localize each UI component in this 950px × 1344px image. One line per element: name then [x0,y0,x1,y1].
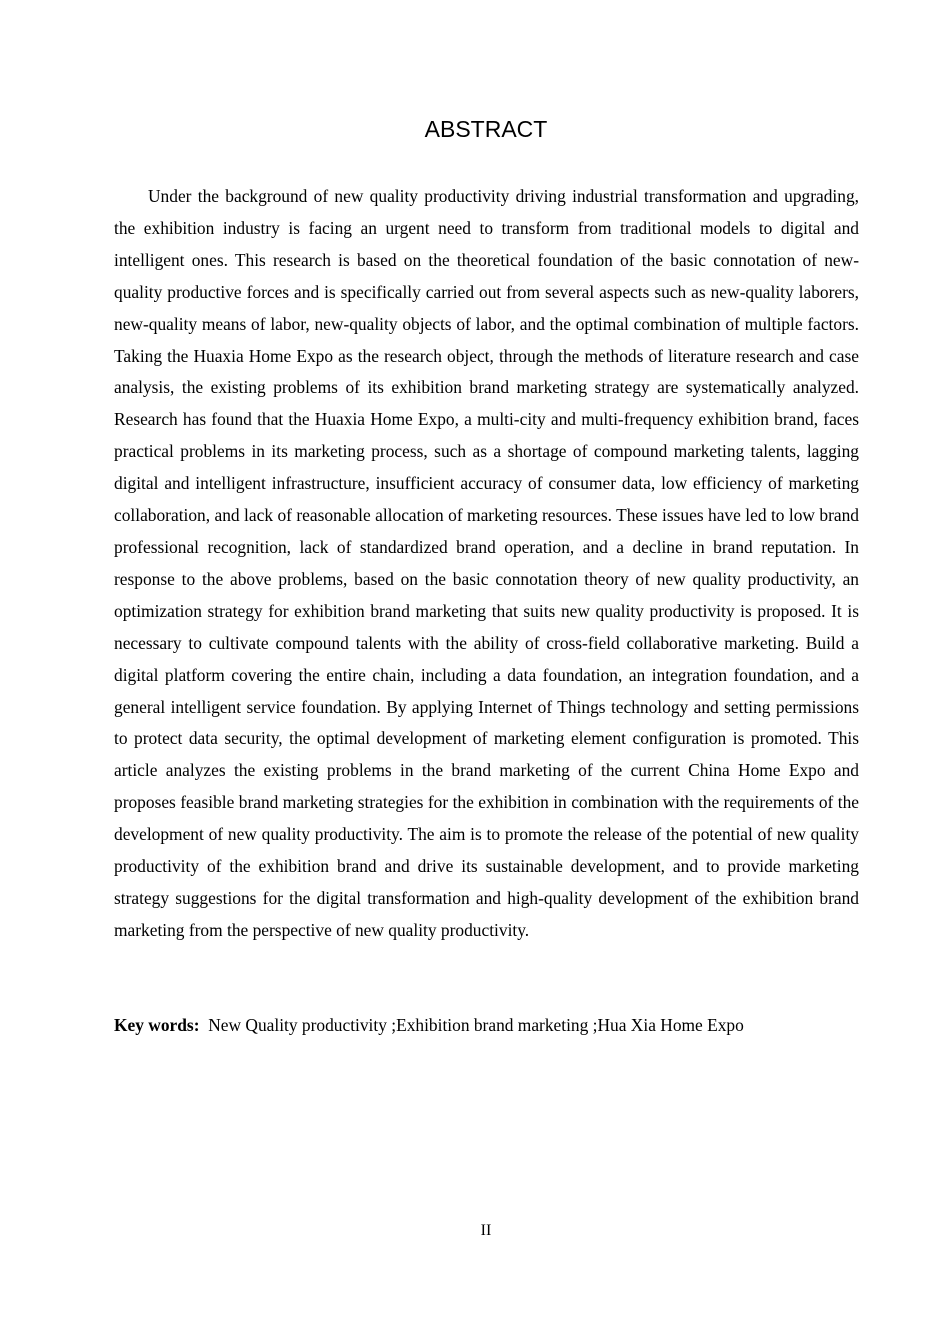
keywords-label: Key words: [114,1015,200,1035]
page-number: II [480,1222,492,1239]
keywords-text: New Quality productivity ;Exhibition brand marketing ;Hua Xia Home Expo [208,1015,744,1035]
abstract-body: Under the background of new quality productivity driving industrial transformation and upgrading, the exhibition industry is facing an urgent need to transform from traditional models to digital and intelligent ones. This research is based on the theoretical foundation of the basic connotation of new-quality productive forces and is specifically carried out from several aspects such as new-quality laborers, new-quality means of labor, new-quality objects of labor, and the optimal combination of multiple factors. Taking the Huaxia Home Expo as the research object, through the methods of literature research and case analysis, the existing problems of its exhibition brand marketing strategy are systematically analyzed. Research has found that the Huaxia Home Expo, a multi-city and multi-frequency exhibition brand, faces practical problems in its marketing process, such as a shortage of compound marketing talents, lagging digital and intelligent infrastructure, insufficient accuracy of consumer data, low efficiency of marketing collaboration, and lack of reasonable allocation of marketing resources. These issues have led to low brand professional recognition, lack of standardized brand operation, and a decline in brand reputation. In response to the above problems, based on the basic connotation theory of new quality productivity, an optimization strategy for exhibition brand marketing that suits new quality productivity is proposed. It is necessary to cultivate compound talents with the ability of cross-field collaborative marketing. Build a digital platform covering the entire chain, including a data foundation, an integration foundation, and a general intelligent service foundation. By applying Internet of Things technology and setting permissions to protect data security, the optimal development of marketing element configuration is promoted. This article analyzes the existing problems in the brand marketing of the current China Home Expo and proposes feasible brand marketing strategies for the exhibition in combination with the requirements of the development of new quality productivity. The aim is to promote the release of the potential of new quality productivity of the exhibition brand and drive its sustainable development, and to provide marketing strategy suggestions for the digital transformation and high-quality development of the exhibition brand marketing from the perspective of new quality productivity. [114,186,859,940]
keywords-line [114,1010,874,1042]
abstract-title: ABSTRACT [424,116,548,142]
